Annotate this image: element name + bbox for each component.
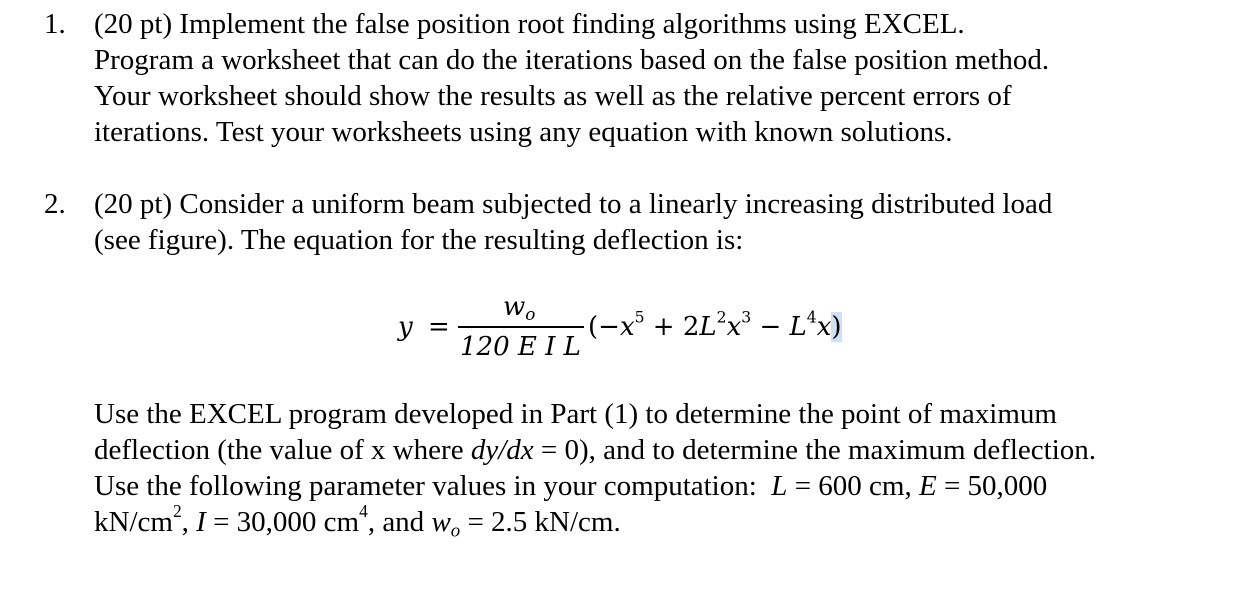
question-2-para-line-1: Use the EXCEL program developed in Part (1) to determine the point of maximum [94,398,1057,430]
question-2-number: 2. [44,188,66,220]
equation-numerator: $w_o$ [503,292,536,325]
question-1-line-3: Your worksheet should show the results as well as the relative percent errors of [94,80,1012,112]
equation-denominator: 120 E I L [460,332,581,362]
question-2-line-1: (20 pt) Consider a uniform beam subjected to a linearly increasing distributed load [94,188,1053,220]
question-2-para-line-4: $kN/cm^2$, I = 30,000 $cm^4$, and $w_o = 2.5$ kN/cm. [94,501,621,542]
question-1-line-1: (20 pt) Implement the false position root finding algorithms using EXCEL. [94,8,965,40]
question-1-number: 1. [44,8,66,40]
question-2-line-2: (see figure). The equation for the resulting deflection is: [94,224,744,256]
equation-lhs: y [398,312,413,342]
question-2-para-line-3: Use the following parameter values in your computation: L = 600 cm, E = 50,000 [94,470,1048,502]
equation-equals: = [428,312,450,342]
question-2-para-line-2: deflection (the value of x where dy/dx = 0), and to determine the maximum deflection. [94,434,1097,466]
question-1-line-2: Program a worksheet that can do the iterations based on the false position method. [94,44,1050,76]
fraction-bar [458,326,584,328]
equation-polynomial: $(-x^5 + 2L^2x^3 - L^4x)$ [588,308,842,342]
question-1-line-4: iterations. Test your worksheets using any equation with known solutions. [94,116,953,148]
